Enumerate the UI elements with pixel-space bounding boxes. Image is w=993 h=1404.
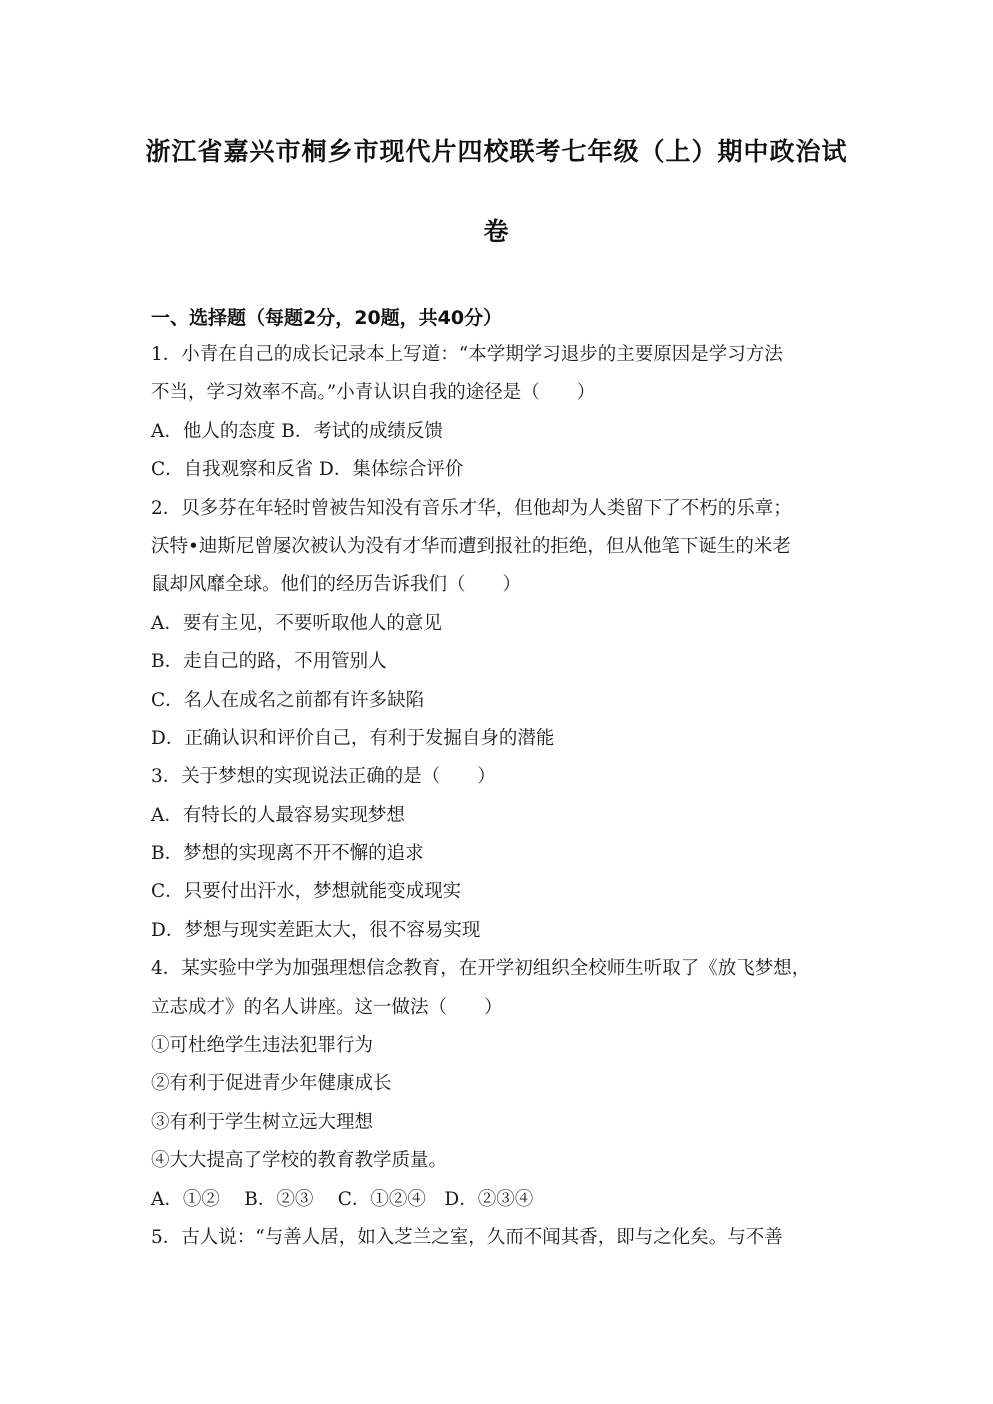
section-header-multiple-choice: 一、选择题（每题2分，20题，共40分） xyxy=(151,307,503,329)
question-2-option-d: D．正确认识和评价自己，有利于发掘自身的潜能 xyxy=(151,727,555,749)
question-1-stem: 1．小青在自己的成长记录本上写道：“本学期学习退步的主要原因是学习方法 xyxy=(151,344,783,365)
question-2-stem: 2．贝多芬在年轻时曾被告知没有音乐才华，但他却为人类留下了不朽的乐章； xyxy=(151,497,792,519)
question-3-option-b: B．梦想的实现离不开不懈的追求 xyxy=(151,843,424,865)
exam-title-continued: 卷 xyxy=(483,217,510,246)
question-4-options: A．①② B．②③ C．①②④ D．②③④ xyxy=(151,1188,534,1210)
exam-title: 浙江省嘉兴市桐乡市现代片四校联考七年级（上）期中政治试 xyxy=(145,137,848,166)
question-4-statement-1: ①可杜绝学生违法犯罪行为 xyxy=(151,1035,374,1057)
question-2-option-a: A．要有主见，不要听取他人的意见 xyxy=(151,612,442,634)
question-5-stem: 5．古人说：“与善人居，如入芝兰之室，久而不闻其香，即与之化矣。与不善 xyxy=(151,1226,783,1248)
question-2-stem-continued: 沃特•迪斯尼曾屡次被认为没有才华而遭到报社的拒绝，但从他笔下诞生的米老 xyxy=(151,535,791,557)
question-2-option-b: B．走自己的路，不用管别人 xyxy=(151,651,387,673)
question-4-stem-continued: 立志成才》的名人讲座。这一做法（ ） xyxy=(151,996,503,1018)
question-1-options-ab: A．他人的态度 B．考试的成绩反馈 xyxy=(151,420,443,442)
question-3-stem: 3．关于梦想的实现说法正确的是（ ） xyxy=(151,766,496,788)
question-3-option-a: A．有特长的人最容易实现梦想 xyxy=(151,804,405,826)
question-4-statement-3: ③有利于学生树立远大理想 xyxy=(151,1111,374,1133)
question-4-stem: 4．某实验中学为加强理想信念教育，在开学初组织全校师生听取了《放飞梦想， xyxy=(151,958,811,980)
question-3-option-c: C．只要付出汗水，梦想就能变成现实 xyxy=(151,881,462,903)
question-3-option-d: D．梦想与现实差距太大，很不容易实现 xyxy=(151,919,481,941)
question-2-option-c: C．名人在成名之前都有许多缺陷 xyxy=(151,689,425,711)
question-2-stem-end: 鼠却风靡全球。他们的经历告诉我们（ ） xyxy=(151,574,522,596)
question-body xyxy=(151,336,871,1257)
question-1-options-cd: C．自我观察和反省 D．集体综合评价 xyxy=(151,459,464,481)
question-1-stem-continued: 不当，学习效率不高。”小青认识自我的途径是（ ） xyxy=(151,382,596,404)
question-4-statement-2: ②有利于促进青少年健康成长 xyxy=(151,1073,392,1095)
question-4-statement-4: ④大大提高了学校的教育教学质量。 xyxy=(151,1150,448,1172)
